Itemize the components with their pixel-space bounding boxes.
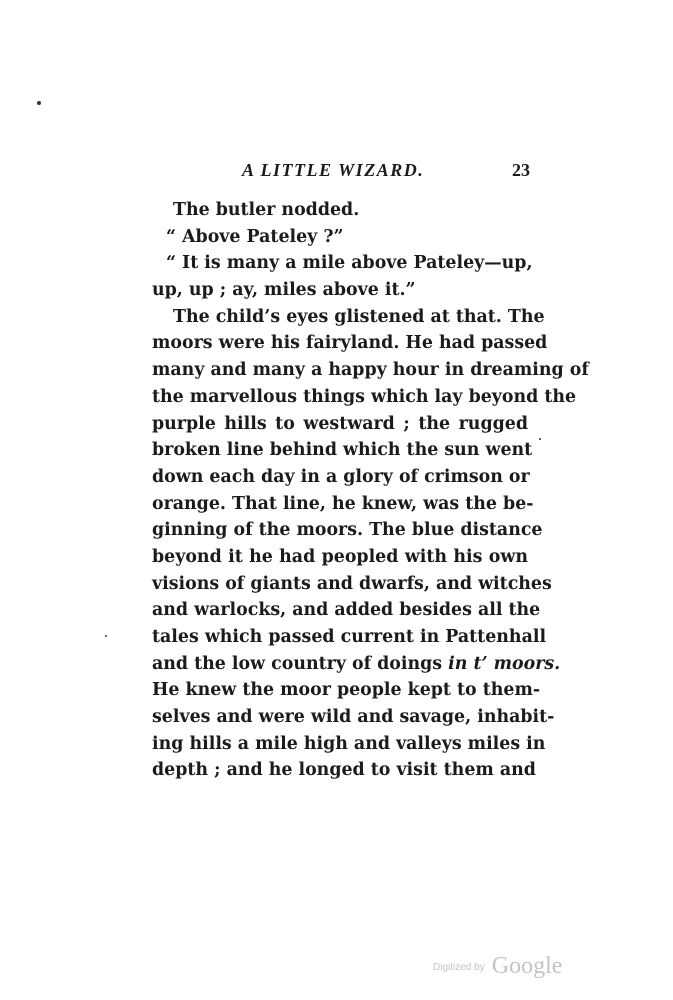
- google-logo: Google: [491, 953, 563, 979]
- text-line: selves and were wild and savage, inhabit-: [152, 707, 555, 728]
- text-segment: and the low country of doings: [152, 653, 443, 674]
- text-line: visions of giants and dwarfs, and witches: [152, 573, 552, 594]
- text-line: depth ; and he longed to visit them and: [152, 760, 536, 781]
- text-line: down each day in a glory of crimson or: [152, 466, 530, 487]
- text-line: “ Above Pateley ?”: [166, 226, 344, 247]
- running-title: A LITTLE WIZARD.: [242, 160, 425, 180]
- text-line: up, up ; ay, miles above it.”: [152, 280, 416, 301]
- text-line: broken line behind which the sun went: [152, 440, 533, 461]
- text-line: The child’s eyes glistened at that. The: [173, 306, 545, 327]
- ink-speck: [105, 635, 107, 637]
- italic-phrase: in t’ moors.: [448, 653, 561, 674]
- text-line: many and many a happy hour in dreaming of: [152, 360, 589, 381]
- text-line: He knew the moor people kept to them-: [152, 680, 541, 701]
- text-line: ing hills a mile high and valleys miles in: [152, 733, 546, 754]
- text-line: [152, 651, 561, 678]
- text-line: The butler nodded.: [173, 200, 360, 220]
- text-line: and warlocks, and added besides all the: [152, 600, 541, 621]
- text-line: tales which passed current in Pattenhall: [152, 627, 547, 647]
- text-line: moors were his fairyland. He had passed: [152, 333, 548, 354]
- ink-speck: [37, 101, 41, 105]
- watermark-prefix: Digitized by: [433, 962, 485, 973]
- body-text: [152, 197, 589, 784]
- page-number: 23: [512, 160, 530, 180]
- text-line: the marvellous things which lay beyond the: [152, 386, 577, 407]
- text-line: orange. That line, he knew, was the be-: [152, 493, 534, 514]
- ink-speck: [539, 438, 541, 440]
- text-line: “ It is many a mile above Pateley—up,: [166, 253, 533, 274]
- text-line: purple hills to westward ; the rugged: [152, 413, 528, 434]
- page-header: [230, 160, 530, 186]
- text-line: beyond it he had peopled with his own: [152, 546, 528, 567]
- digitized-watermark: [433, 953, 562, 983]
- text-line: ginning of the moors. The blue distance: [152, 520, 543, 541]
